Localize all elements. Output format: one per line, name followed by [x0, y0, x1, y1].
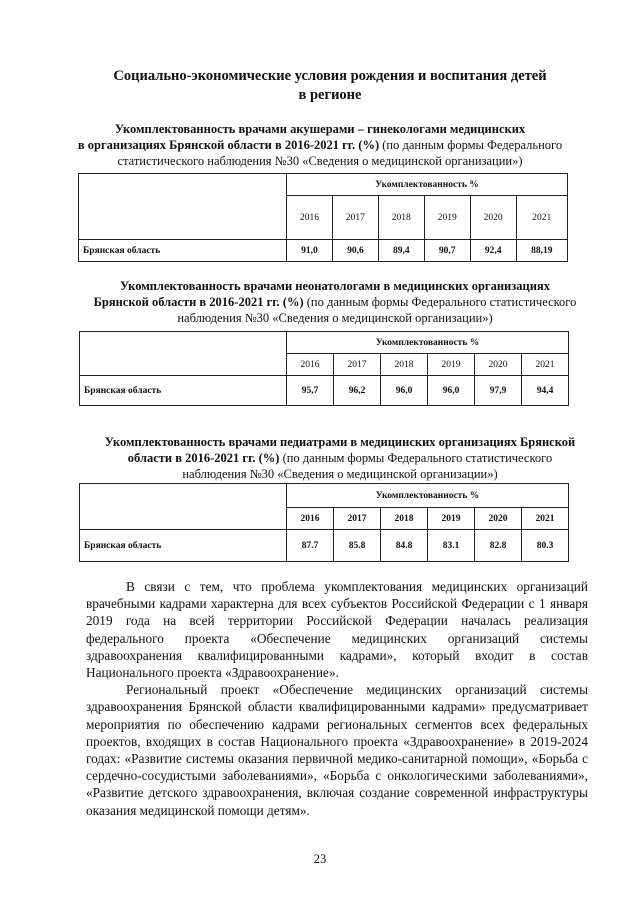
page-title-line-1: Социально-экономические условия рождения и воспитания детей — [113, 68, 547, 84]
table-3-caption — [60, 434, 620, 482]
table-3-value: 82.8 — [475, 530, 522, 562]
table-2-year: 2019 — [428, 354, 475, 376]
table-1-value: 92,4 — [470, 240, 516, 262]
body-paragraph-1: В связи с тем, что проблема укомплектования медицинских организаций врачебными кадрами характерна для всех субъектов Российской Федерации с 1 января 2019 года на всей территории Российской Федерации началась реализация федерального проекта «Обеспечение медицинских организаций системы здравоохранения квалифицированными кадрами», который входит в состав Национального проекта «Здравоохранение». — [86, 579, 588, 681]
table-3-caption-bold-2: области в 2016-2021 гг. (%) — [127, 451, 280, 465]
table-3-year: 2017 — [334, 508, 381, 530]
table-3 — [79, 483, 569, 562]
table-2-value: 94,4 — [522, 376, 569, 406]
table-1-caption-line-1: Укомплектованность врачами акушерами – гинекологами медицинских — [114, 122, 526, 136]
table-2-value: 96,0 — [428, 376, 475, 406]
table-3-value: 87.7 — [287, 530, 334, 562]
table-3-value: 80.3 — [522, 530, 569, 562]
table-1-value: 90,6 — [332, 240, 378, 262]
body-text — [86, 578, 588, 819]
table-3-caption-line-1: Укомплектованность врачами педиатрами в медицинских организациях Брянской — [104, 435, 576, 449]
table-2-value: 96,0 — [381, 376, 428, 406]
table-2-caption-line-3: наблюдения №30 «Сведения о медицинской организации») — [177, 311, 493, 325]
table-3-year: 2021 — [522, 508, 569, 530]
table-2-header: Укомплектованность % — [287, 332, 569, 354]
table-1-value: 88,19 — [516, 240, 567, 262]
table-1-corner-cell — [79, 174, 287, 240]
table-3-caption-line-3: наблюдения №30 «Сведения о медицинской организации») — [182, 467, 498, 481]
table-2-caption-bold-2: Брянской области в 2016-2021 гг. (%) — [93, 295, 304, 309]
table-1-region: Брянская область — [79, 240, 287, 262]
table-1-year: 2017 — [332, 196, 378, 240]
table-3-year: 2019 — [428, 508, 475, 530]
table-2-region: Брянская область — [80, 376, 287, 406]
table-1-caption-normal-2: (по данным формы Федерального — [379, 138, 563, 152]
table-1-year: 2021 — [516, 196, 567, 240]
table-3-corner-cell — [80, 484, 287, 530]
table-2-value: 95,7 — [287, 376, 334, 406]
page-title — [70, 67, 590, 105]
table-2-caption-normal-2: (по данным формы Федерального статистического — [303, 295, 577, 309]
table-3-year: 2018 — [381, 508, 428, 530]
table-3-year: 2020 — [475, 508, 522, 530]
table-2-year: 2021 — [522, 354, 569, 376]
table-2-year: 2018 — [381, 354, 428, 376]
table-2-year: 2020 — [475, 354, 522, 376]
table-1-year: 2016 — [287, 196, 333, 240]
table-3-year: 2016 — [287, 508, 334, 530]
table-1-value: 91,0 — [287, 240, 333, 262]
table-2-year: 2017 — [334, 354, 381, 376]
page-number: 23 — [313, 852, 327, 866]
table-3-value: 84.8 — [381, 530, 428, 562]
table-1-value: 90,7 — [424, 240, 470, 262]
table-1-caption — [60, 121, 580, 169]
table-1-year: 2020 — [470, 196, 516, 240]
page-title-line-2: в регионе — [298, 87, 362, 103]
table-2-value: 97,9 — [475, 376, 522, 406]
table-3-region: Брянская область — [80, 530, 287, 562]
table-3-value: 83.1 — [428, 530, 475, 562]
body-paragraph-2: Региональный проект «Обеспечение медицинских организаций системы здравоохранения Брянской области квалифицированными кадрами» предусматривает мероприятия по обеспечению кадрами региональных сегментов всех федеральных проектов, входящих в состав Национального проекта «Здравоохранение» в 2019-2024 годах: «Развитие системы оказания первичной медико-санитарной помощи», «Борьба с сердечно-сосудистыми заболеваниями», «Борьба с онкологическими заболеваниями», «Развитие детского здравоохранения, включая создание современной инфраструктуры оказания медицинской помощи детям». — [86, 682, 588, 818]
table-1-year: 2018 — [378, 196, 424, 240]
table-1-caption-line-3: статистического наблюдения №30 «Сведения о медицинской организации») — [117, 154, 523, 168]
table-3-header: Укомплектованность % — [287, 484, 569, 508]
table-1-caption-bold-2: в организациях Брянской области в 2016-2021 гг. (%) — [77, 138, 380, 152]
table-2-caption-line-1: Укомплектованность врачами неонатологами в медицинских организациях — [120, 279, 550, 293]
table-1-value: 89,4 — [378, 240, 424, 262]
table-2-year: 2016 — [287, 354, 334, 376]
table-2-caption — [60, 278, 610, 326]
table-1-header: Укомплектованность % — [287, 174, 568, 196]
table-2-value: 96,2 — [334, 376, 381, 406]
table-2 — [79, 331, 569, 406]
table-1 — [78, 173, 568, 262]
table-3-caption-normal-2: (по данным формы Федерального статистического — [279, 451, 553, 465]
table-1-year: 2019 — [424, 196, 470, 240]
table-2-corner-cell — [80, 332, 287, 376]
table-3-value: 85.8 — [334, 530, 381, 562]
